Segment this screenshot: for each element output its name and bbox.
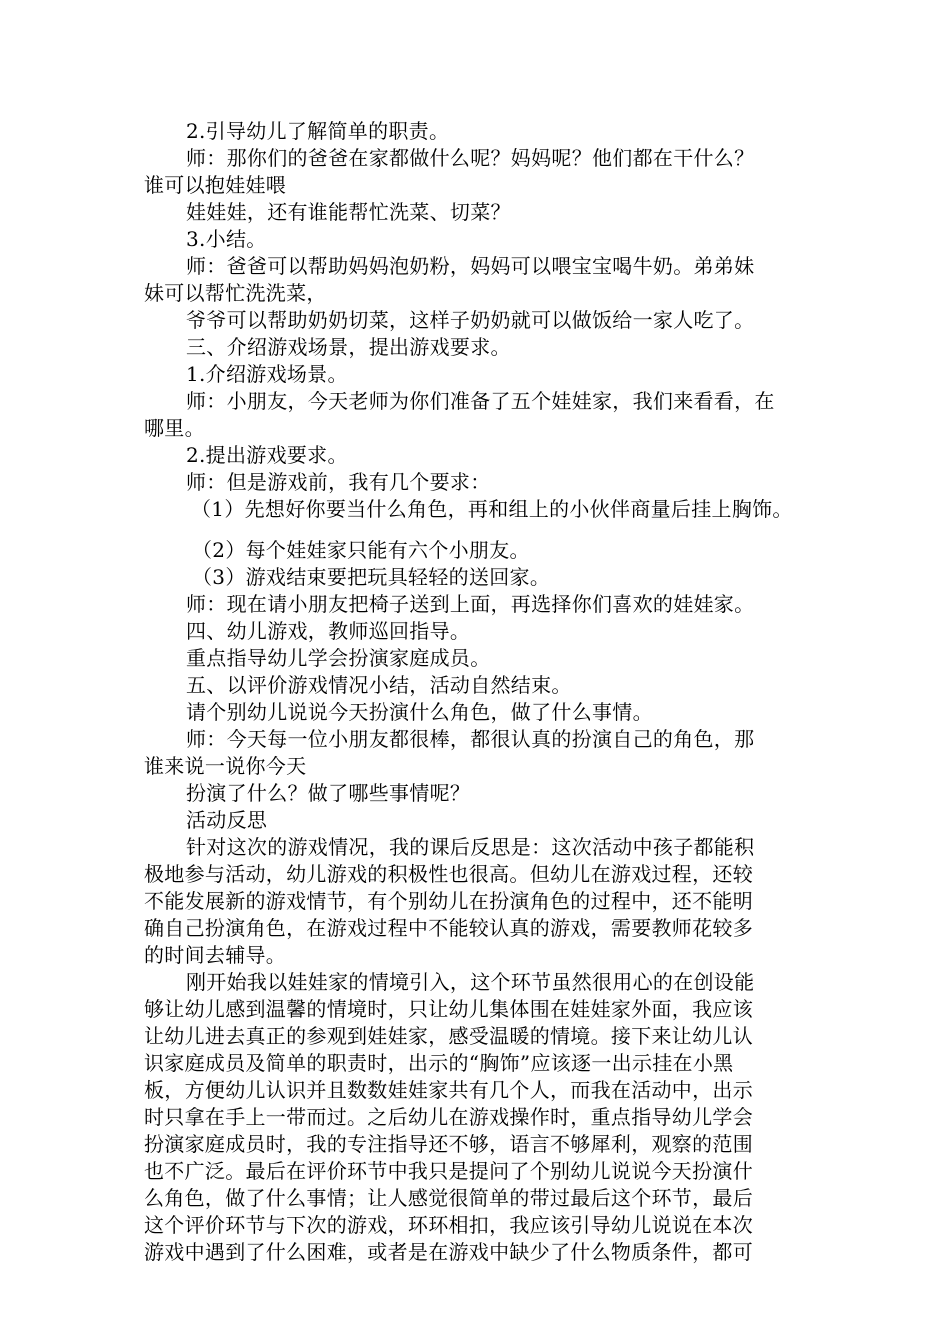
text-line: 确自己扮演角色，在游戏过程中不能较认真的游戏，需要教师花较多 (144, 916, 753, 940)
section-heading: 五、以评价游戏情况小结，活动自然结束。 (186, 673, 572, 697)
text-line: 2.引导幼儿了解简单的职责。 (186, 119, 450, 143)
section-heading: 四、幼儿游戏，教师巡回指导。 (186, 619, 471, 643)
list-item: （1）先想好你要当什么角色，再和组上的小伙伴商量后挂上胸饰。 (191, 497, 793, 521)
text-line: 重点指导幼儿学会扮演家庭成员。 (186, 646, 491, 670)
text-line: 么角色，做了什么事情；让人感觉很简单的带过最后这个环节，最后 (144, 1186, 753, 1210)
text-line: 师：今天每一位小朋友都很棒，都很认真的扮演自己的角色，那 (186, 727, 755, 751)
text-line: 让幼儿进去真正的参观到娃娃家，感受温暖的情境。接下来让幼儿认 (144, 1024, 753, 1048)
text-line: 针对这次的游戏情况，我的课后反思是：这次活动中孩子都能积 (186, 835, 755, 859)
text-line: 2.提出游戏要求。 (186, 443, 348, 467)
text-line: 请个别幼儿说说今天扮演什么角色，做了什么事情。 (186, 700, 653, 724)
text-line: 游戏中遇到了什么困难，或者是在游戏中缺少了什么物质条件，都可 (144, 1240, 753, 1264)
text-line: 爷爷可以帮助奶奶切菜，这样子奶奶就可以做饭给一家人吃了。 (186, 308, 755, 332)
text-line: 娃娃娃，还有谁能帮忙洗菜、切菜？ (186, 200, 511, 224)
document-page (144, 118, 809, 1266)
text-line: 师：那你们的爸爸在家都做什么呢？妈妈呢？他们都在干什么？ (186, 146, 755, 170)
text-line: 板，方便幼儿认识并且数数娃娃家共有几个人，而我在活动中，出示 (144, 1078, 753, 1102)
text-line: 够让幼儿感到温馨的情境时，只让幼儿集体围在娃娃家外面，我应该 (144, 997, 753, 1021)
text-line: 识家庭成员及简单的职责时，出示的“胸饰”应该逐一出示挂在小黑 (144, 1051, 734, 1075)
text-line: 这个评价环节与下次的游戏，环环相扣，我应该引导幼儿说说在本次 (144, 1213, 753, 1237)
section-heading: 三、介绍游戏场景，提出游戏要求。 (186, 335, 511, 359)
text-line: 时只拿在手上一带而过。之后幼儿在游戏操作时，重点指导幼儿学会 (144, 1105, 753, 1129)
spacer (144, 523, 809, 537)
text-line: 的时间去辅导。 (144, 943, 287, 967)
text-line: 师：爸爸可以帮助妈妈泡奶粉，妈妈可以喂宝宝喝牛奶。弟弟妹 (186, 254, 755, 278)
text-line: 极地参与活动，幼儿游戏的积极性也很高。但幼儿在游戏过程，还较 (144, 862, 753, 886)
text-line: 谁来说一说你今天 (144, 754, 307, 778)
text-line: 谁可以抱娃娃喂 (144, 173, 287, 197)
text-line: 不能发展新的游戏情节，有个别幼儿在扮演角色的过程中，还不能明 (144, 889, 753, 913)
text-line: 扮演了什么？做了哪些事情呢？ (186, 781, 471, 805)
text-line: 1.介绍游戏场景。 (186, 362, 348, 386)
text-line: 师：小朋友，今天老师为你们准备了五个娃娃家，我们来看看，在 (186, 389, 775, 413)
text-line: 3.小结。 (186, 227, 267, 251)
list-item: （3）游戏结束要把玩具轻轻的送回家。 (192, 565, 551, 589)
text-line: 妹可以帮忙洗洗菜， (144, 281, 327, 305)
text-line: 刚开始我以娃娃家的情境引入，这个环节虽然很用心的在创设能 (186, 970, 755, 994)
text-line: 哪里。 (144, 416, 205, 440)
list-item: （2）每个娃娃家只能有六个小朋友。 (192, 538, 530, 562)
text-line: 师：现在请小朋友把椅子送到上面，再选择你们喜欢的娃娃家。 (186, 592, 755, 616)
text-line: 师：但是游戏前，我有几个要求： (186, 470, 491, 494)
text-line: 扮演家庭成员时，我的专注指导还不够，语言不够犀利，观察的范围 (144, 1132, 753, 1156)
section-heading: 活动反思 (186, 808, 268, 832)
text-line: 也不广泛。最后在评价环节中我只是提问了个别幼儿说说今天扮演什 (144, 1159, 753, 1183)
